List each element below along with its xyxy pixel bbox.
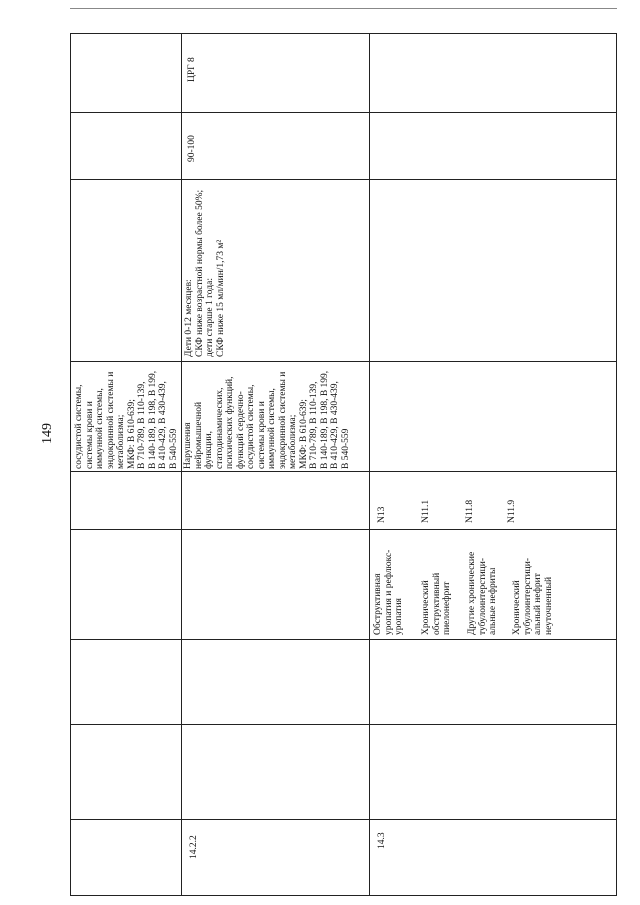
diagnosis-item: Хронический тубулоинтерстици- альный нефрит неуточненный [512, 557, 554, 635]
document-table [70, 33, 617, 896]
conditions-text: Дети 0-12 месяцев: СКФ ниже возрастной нормы более 50%; дети старше 1 года: СКФ ниже 15 мл/мин/1,73 м² [184, 189, 226, 357]
col-divider [71, 639, 616, 640]
row-divider [369, 34, 370, 895]
criteria-text: Нарушения нейромышечной функции, статодинамических, психических функций, функций сердечно- сосудистой системы, системы крови и иммунной системы, эндокринной системы и метаболизма; МКФ: В 610-639; В 710-789, В 110-139, В 140-189, В 198, В 199, В 410-429, В 430-439, В 540-559 [183, 370, 351, 469]
code-text: 14.2.2 [189, 835, 199, 859]
code-text: 14.3 [377, 832, 387, 849]
criteria-text: сосудистой системы, системы крови и иммунной системы, эндокринной системы и метаболизма; МКФ: В 610-639; В 710-789, В 110-139, В 140-189, В 198, В 199, В 410-429, В 430-439, В 540-559 [74, 370, 179, 469]
conditions-cell [181, 179, 369, 361]
percent-text: 90-100 [187, 135, 197, 162]
diagnosis-item: Другие хронические тубулоинтерстици- альные нефриты [467, 551, 498, 635]
diagnosis-cell [369, 529, 616, 639]
icd-code: N11.9 [507, 499, 517, 523]
icd-code: N11.8 [465, 499, 475, 523]
criteria-cell [71, 361, 181, 471]
diagnosis-item: Хронический обструктивный пиелонефрит [421, 572, 452, 635]
page-top-rule [70, 8, 617, 9]
page-number: 149 [40, 423, 55, 444]
group-text: ЦРГ 8 [187, 57, 197, 82]
code-cell [181, 819, 369, 895]
icd-code: N11.1 [421, 499, 431, 523]
diagnosis-item: Обструктивная уропатия и рефлюкс- уропатия [373, 549, 404, 635]
code-cell [369, 819, 616, 895]
criteria-cell [181, 361, 369, 471]
col-divider [71, 724, 616, 725]
percent-cell [181, 112, 369, 179]
icd-cell [369, 471, 616, 529]
icd-code: N13 [377, 506, 387, 523]
group-cell [181, 34, 369, 112]
